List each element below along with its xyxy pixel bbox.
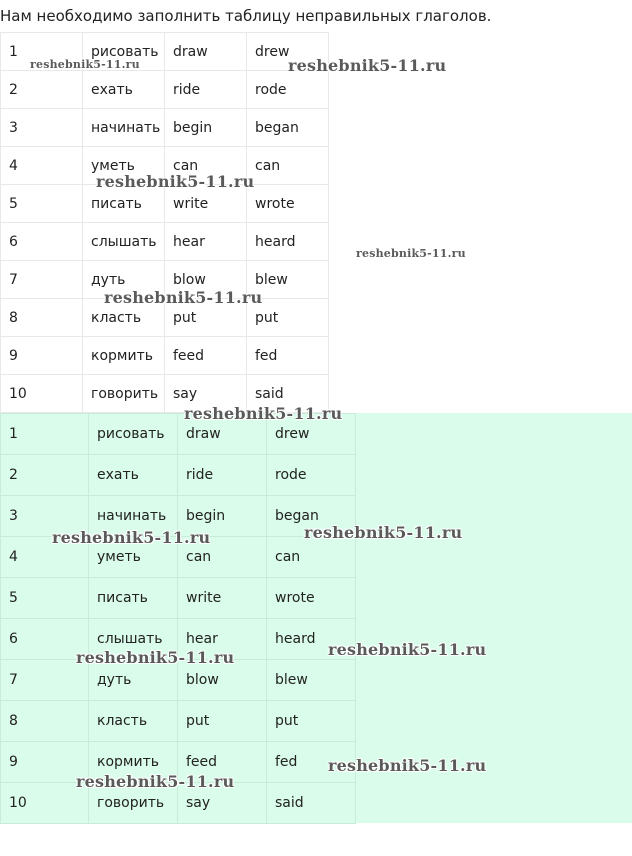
past-simple-cell: wrote [267,578,356,619]
watermark: reshebnik5-11.ru [104,288,263,307]
table-row [1,455,356,496]
russian-verb-cell: писать [83,185,165,223]
past-simple-cell: put [267,701,356,742]
infinitive-cell: ride [178,455,267,496]
infinitive-cell: hear [165,223,247,261]
row-number-cell: 3 [1,109,83,147]
infinitive-cell: ride [165,71,247,109]
russian-verb-cell: говорить [89,783,178,824]
infinitive-cell: feed [178,742,267,783]
past-simple-cell: rode [267,455,356,496]
table-row [1,109,329,147]
row-number-cell: 4 [1,537,89,578]
row-number-cell: 4 [1,147,83,185]
infinitive-cell: blow [178,660,267,701]
row-number-cell: 2 [1,71,83,109]
past-simple-cell: drew [267,414,356,455]
russian-verb-cell: кормить [83,337,165,375]
verbs-table-answer [0,413,356,824]
row-number-cell: 5 [1,185,83,223]
row-number-cell: 10 [1,375,83,413]
russian-verb-cell: уметь [89,537,178,578]
past-simple-cell: put [247,299,329,337]
row-number-cell: 2 [1,455,89,496]
infinitive-cell: write [178,578,267,619]
row-number-cell: 8 [1,299,83,337]
russian-verb-cell: говорить [83,375,165,413]
row-number-cell: 6 [1,619,89,660]
past-simple-cell: can [247,147,329,185]
russian-verb-cell: слышать [89,619,178,660]
watermark: reshebnik5-11.ru [96,172,255,191]
infinitive-cell: put [178,701,267,742]
russian-verb-cell: писать [89,578,178,619]
table-row [1,578,356,619]
infinitive-cell: hear [178,619,267,660]
row-number-cell: 1 [1,33,83,71]
past-simple-cell: fed [247,337,329,375]
row-number-cell: 6 [1,223,83,261]
russian-verb-cell: класть [83,299,165,337]
russian-verb-cell: начинать [83,109,165,147]
russian-verb-cell: начинать [89,496,178,537]
watermark: reshebnik5-11.ru [304,523,463,542]
past-simple-cell: blew [247,261,329,299]
russian-verb-cell: ехать [89,455,178,496]
past-simple-cell: wrote [247,185,329,223]
past-simple-cell: fed [267,742,356,783]
row-number-cell: 1 [1,414,89,455]
past-simple-cell: began [267,496,356,537]
infinitive-cell: can [178,537,267,578]
past-simple-cell: can [267,537,356,578]
row-number-cell: 5 [1,578,89,619]
infinitive-cell: blow [165,261,247,299]
infinitive-cell: say [165,375,247,413]
infinitive-cell: write [165,185,247,223]
infinitive-cell: put [165,299,247,337]
russian-verb-cell: дуть [83,261,165,299]
russian-verb-cell: класть [89,701,178,742]
table-row [1,337,329,375]
past-simple-cell: said [267,783,356,824]
verbs-table-top [0,32,329,413]
table-row [1,71,329,109]
watermark: reshebnik5-11.ru [356,247,466,260]
infinitive-cell: begin [178,496,267,537]
watermark: reshebnik5-11.ru [328,756,487,775]
row-number-cell: 10 [1,783,89,824]
row-number-cell: 9 [1,742,89,783]
watermark: reshebnik5-11.ru [52,528,211,547]
row-number-cell: 8 [1,701,89,742]
watermark: reshebnik5-11.ru [76,772,235,791]
russian-verb-cell: рисовать [89,414,178,455]
russian-verb-cell: ехать [83,71,165,109]
infinitive-cell: feed [165,337,247,375]
russian-verb-cell: рисовать [83,33,165,71]
past-simple-cell: said [247,375,329,413]
row-number-cell: 9 [1,337,83,375]
infinitive-cell: begin [165,109,247,147]
past-simple-cell: heard [267,619,356,660]
watermark: reshebnik5-11.ru [30,58,140,71]
watermark: reshebnik5-11.ru [288,56,447,75]
russian-verb-cell: кормить [89,742,178,783]
table-row [1,701,356,742]
past-simple-cell: drew [247,33,329,71]
past-simple-cell: blew [267,660,356,701]
intro-text: Нам необходимо заполнить таблицу неправильных глаголов. [0,7,492,25]
past-simple-cell: began [247,109,329,147]
watermark: reshebnik5-11.ru [328,640,487,659]
watermark: reshebnik5-11.ru [76,648,235,667]
row-number-cell: 7 [1,660,89,701]
infinitive-cell: draw [165,33,247,71]
infinitive-cell: draw [178,414,267,455]
past-simple-cell: heard [247,223,329,261]
russian-verb-cell: дуть [89,660,178,701]
row-number-cell: 3 [1,496,89,537]
russian-verb-cell: слышать [83,223,165,261]
infinitive-cell: say [178,783,267,824]
infinitive-cell: can [165,147,247,185]
table-row [1,223,329,261]
past-simple-cell: rode [247,71,329,109]
russian-verb-cell: уметь [83,147,165,185]
row-number-cell: 7 [1,261,83,299]
watermark: reshebnik5-11.ru [184,404,343,423]
